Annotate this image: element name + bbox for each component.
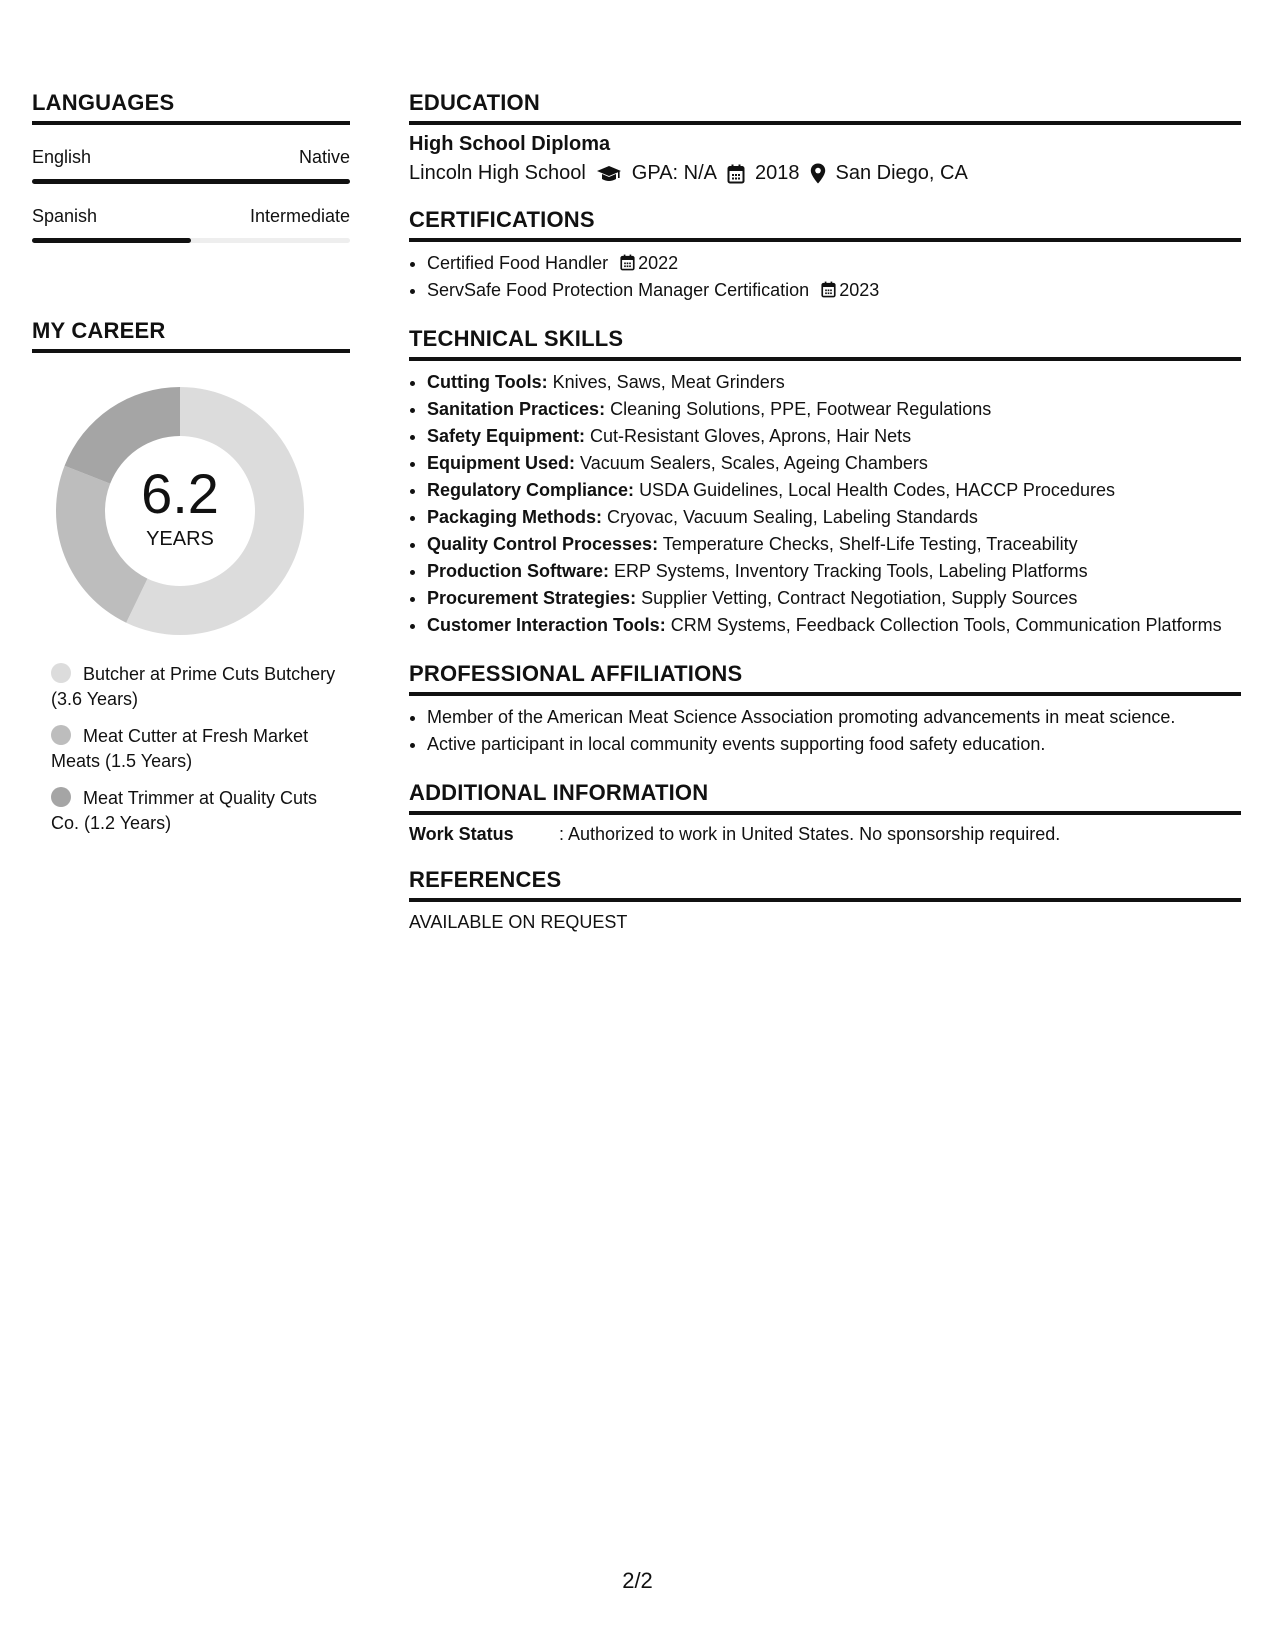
skill-item [427,396,1241,423]
affiliations-heading: PROFESSIONAL AFFILIATIONS [409,661,1241,696]
certifications-list [409,250,1241,304]
certification-name: ServSafe Food Protection Manager Certification [427,280,810,300]
right-column [409,90,1241,933]
skill-item [427,558,1241,585]
skill-label: Safety Equipment: [427,426,586,446]
skill-item [427,423,1241,450]
references-heading: REFERENCES [409,867,1241,902]
certifications-heading: CERTIFICATIONS [409,207,1241,242]
career-heading: MY CAREER [32,318,350,353]
calendar-icon [620,254,635,271]
additional-info-heading: ADDITIONAL INFORMATION [409,780,1241,815]
certifications-section [409,207,1241,304]
language-proficiency-bar [32,179,350,184]
languages-heading: LANGUAGES [32,90,350,125]
certification-item [427,250,1241,277]
location-pin-icon [810,163,826,184]
certification-year: 2022 [638,253,679,273]
skill-value: Temperature Checks, Shelf-Life Testing, Traceability [662,534,1078,554]
skill-item [427,585,1241,612]
skill-label: Quality Control Processes: [427,534,659,554]
legend-dot [51,663,71,683]
references-text: AVAILABLE ON REQUEST [409,912,628,932]
language-proficiency-fill [32,179,350,184]
career-legend-item [51,786,341,836]
skill-value: Cryovac, Vacuum Sealing, Labeling Standards [607,507,978,527]
career-role-label: Butcher at Prime Cuts Butchery (3.6 Years) [51,664,336,709]
skill-value: Supplier Vetting, Contract Negotiation, Supply Sources [641,588,1078,608]
skill-value: ERP Systems, Inventory Tracking Tools, Labeling Platforms [614,561,1088,581]
career-role-label: Meat Cutter at Fresh Market Meats (1.5 Years) [51,726,309,771]
affiliation-item: • Member of the American Meat Science Association promoting advancements in meat science. [427,704,1241,731]
skill-value: Vacuum Sealers, Scales, Ageing Chambers [580,453,928,473]
skill-item [427,450,1241,477]
education-details [409,162,1241,185]
career-donut-chart [55,386,305,636]
language-proficiency-bar [32,238,350,243]
additional-info-section [409,780,1241,845]
donut-center [55,386,305,636]
education-location: San Diego, CA [835,162,968,184]
legend-dot [51,725,71,745]
skill-value: Cut-Resistant Gloves, Aprons, Hair Nets [590,426,912,446]
language-row [32,206,350,227]
skill-item [427,531,1241,558]
skill-item [427,612,1241,639]
skill-item [427,369,1241,396]
career-total-years: 6.2 [141,461,219,525]
work-status-value: : Authorized to work in United States. No sponsorship required. [559,824,1061,844]
career-legend-item [51,662,341,712]
career-total-unit: YEARS [146,527,214,550]
skill-label: Regulatory Compliance: [427,480,635,500]
skill-value: Cleaning Solutions, PPE, Footwear Regulations [610,399,992,419]
education-heading: EDUCATION [409,90,1241,125]
certification-year: 2023 [839,280,880,300]
education-degree: High School Diploma [409,133,611,155]
education-year: 2018 [755,162,800,184]
work-status-label: Work Status [409,824,514,844]
education-school: Lincoln High School [409,162,586,184]
skill-item [427,477,1241,504]
graduation-cap-icon [596,165,622,183]
references-section [409,867,1241,933]
languages-list [32,147,350,243]
technical-skills-list [409,369,1241,639]
skill-label: Procurement Strategies: [427,588,637,608]
legend-dot [51,787,71,807]
technical-skills-heading: TECHNICAL SKILLS [409,326,1241,361]
language-name: English [32,147,92,167]
certification-item [427,277,1241,304]
language-proficiency-fill [32,238,191,243]
career-legend [32,662,350,836]
affiliations-section [409,661,1241,758]
skill-label: Cutting Tools: [427,372,548,392]
skill-value: CRM Systems, Feedback Collection Tools, Communication Platforms [670,615,1222,635]
affiliation-item: • Active participant in local community events supporting food safety education. [427,731,1241,758]
skill-label: Sanitation Practices: [427,399,606,419]
education-gpa: GPA: N/A [631,162,717,184]
skill-label: Packaging Methods: [427,507,603,527]
skill-item [427,504,1241,531]
career-role-label: Meat Trimmer at Quality Cuts Co. (1.2 Years) [51,788,318,833]
skill-label: Equipment Used: [427,453,576,473]
skill-value: Knives, Saws, Meat Grinders [552,372,785,392]
skill-label: Production Software: [427,561,610,581]
calendar-icon [821,281,836,298]
career-legend-item [51,724,341,774]
language-row [32,147,350,168]
skill-value: USDA Guidelines, Local Health Codes, HACCP Procedures [639,480,1115,500]
certification-name: Certified Food Handler [427,253,609,273]
work-status-row [409,824,1241,845]
page-number: 2/2 [622,1568,653,1593]
language-name: Spanish [32,206,98,226]
language-level: Native [298,147,350,167]
calendar-icon [727,164,745,184]
skill-label: Customer Interaction Tools: [427,615,666,635]
left-column [32,90,350,848]
affiliations-list [409,704,1241,758]
language-level: Intermediate [249,206,350,226]
technical-skills-section [409,326,1241,639]
